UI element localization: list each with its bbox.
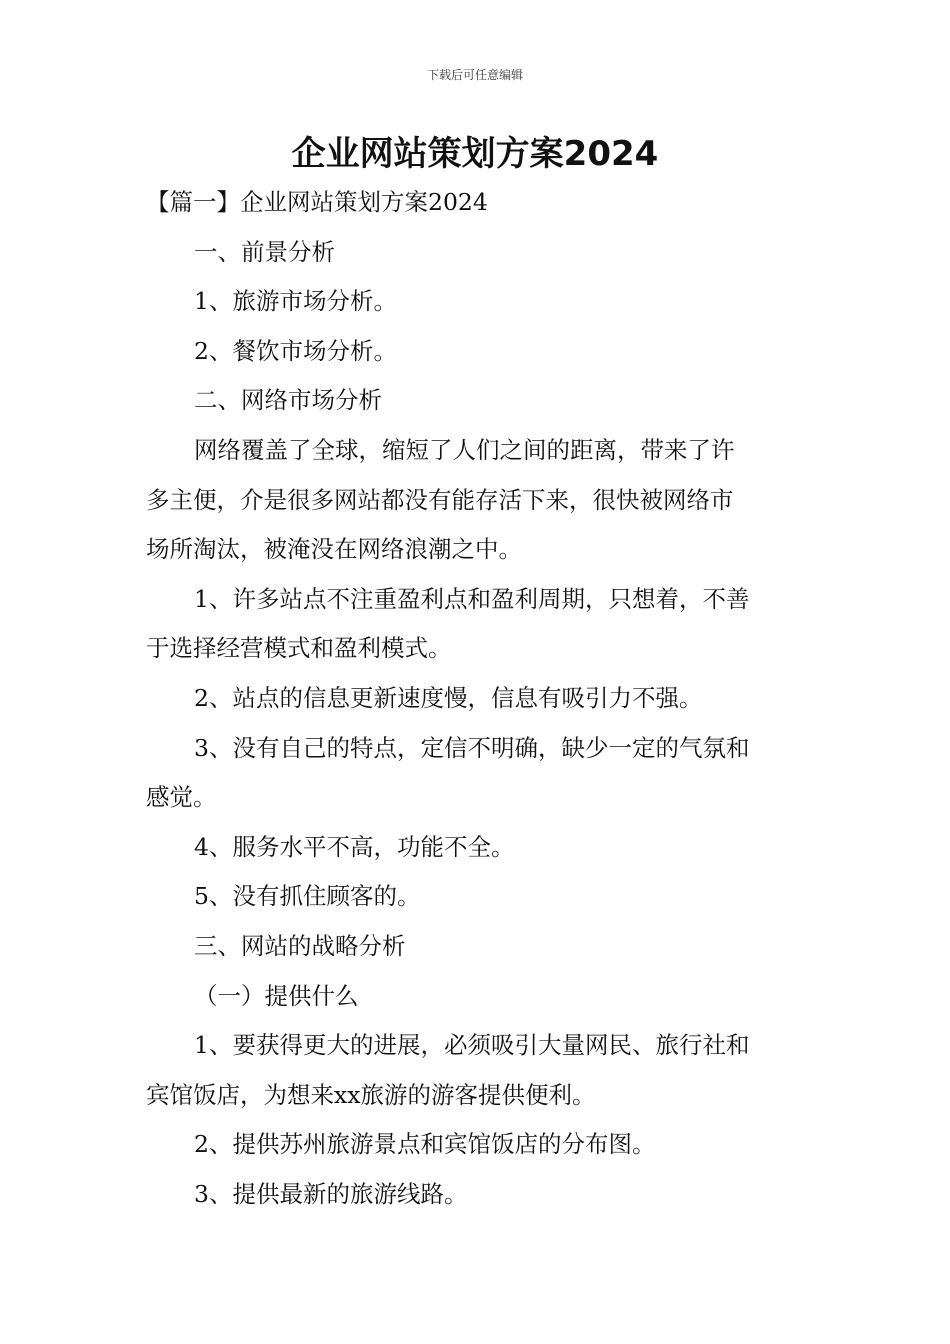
paragraph-line: 1、许多站点不注重盈利点和盈利周期，只想着，不善	[194, 584, 750, 613]
paragraph-line: 网络覆盖了全球，缩短了人们之间的距离，带来了许	[194, 435, 735, 464]
list-item: 1、旅游市场分析。	[194, 287, 397, 316]
list-item: 5、没有抓住顾客的。	[194, 882, 421, 911]
paragraph	[146, 1021, 806, 1120]
subsection-heading: （一）提供什么	[194, 981, 359, 1010]
header-note: 下载后可任意编辑	[426, 68, 523, 82]
paragraph	[146, 724, 806, 823]
list-item: 2、餐饮市场分析。	[194, 336, 397, 365]
list-item: 4、服务水平不高，功能不全。	[194, 832, 515, 861]
paragraph-line: 于选择经营模式和盈利模式。	[146, 634, 452, 663]
paragraph	[146, 575, 806, 674]
section-heading: 三、网站的战略分析	[194, 931, 406, 960]
list-item: 2、提供苏州旅游景点和宾馆饭店的分布图。	[194, 1130, 656, 1159]
paragraph-line: 场所淘汰，被淹没在网络浪潮之中。	[146, 535, 522, 564]
section-heading: 一、前景分析	[194, 237, 335, 266]
list-item: 2、站点的信息更新速度慢，信息有吸引力不强。	[194, 683, 703, 712]
section-heading: 【篇一】企业网站策划方案2024	[146, 188, 488, 216]
paragraph	[146, 426, 806, 575]
list-item: 3、提供最新的旅游线路。	[194, 1179, 468, 1208]
paragraph-line: 感觉。	[146, 783, 217, 812]
paragraph-line: 多主便，介是很多网站都没有能存活下来，很快被网络市	[146, 485, 734, 514]
paragraph-line: 1、要获得更大的进展，必须吸引大量网民、旅行社和	[194, 1031, 750, 1060]
paragraph-line: 宾馆饭店，为想来xx旅游的游客提供便利。	[146, 1080, 596, 1109]
paragraph-line: 3、没有自己的特点，定信不明确，缺少一定的气氛和	[194, 733, 750, 762]
section-heading: 二、网络市场分析	[194, 386, 382, 415]
document-title: 企业网站策划方案2024	[291, 134, 659, 174]
document-body	[146, 178, 806, 1219]
